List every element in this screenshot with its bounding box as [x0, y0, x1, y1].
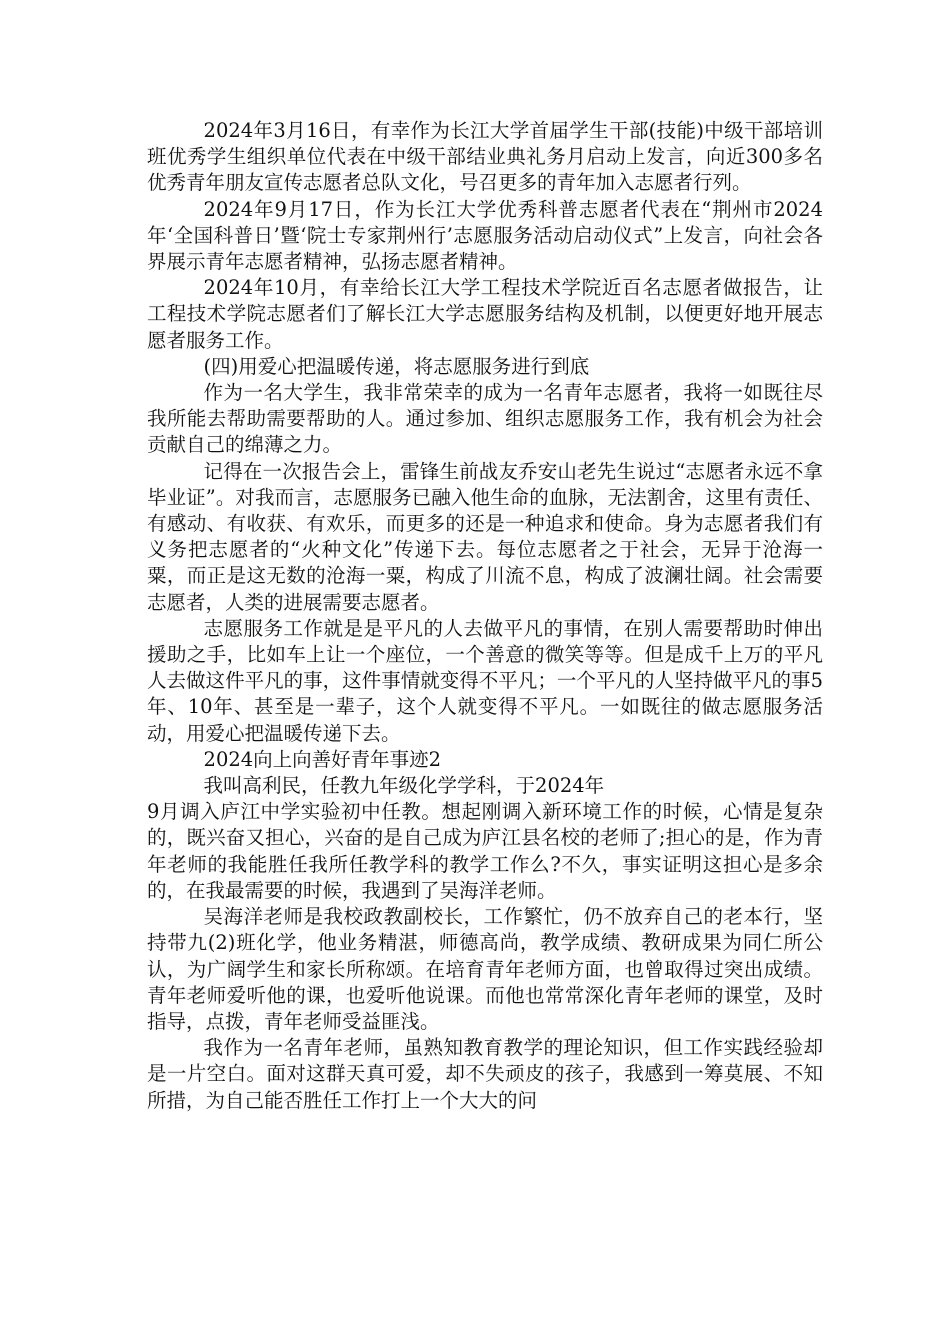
paragraph-report-october: 2024年10月，有幸给长江大学工程技术学院近百名志愿者做报告，让工程技术学院志愿者们了解长江大学志愿服务结构及机制，以便更好地开展志愿者服务工作。	[147, 276, 823, 352]
document-page	[147, 118, 823, 1114]
paragraph-mentor: 吴海洋老师是我校政教副校长，工作繁忙，仍不放弃自己的老本行，坚持带九(2)班化学，他业务精湛，师德高尚，教学成绩、教研成果为同仁所公认，为广阔学生和家长所称颂。在培育青年老师方面，也曾取得过突出成绩。青年老师爱听他的课，也爱听他说课。而他也常常深化青年老师的课堂，及时指导，点拨，青年老师受益匪浅。	[147, 905, 823, 1033]
paragraph-speech-march: 2024年3月16日，有幸作为长江大学首届学生干部(技能)中级干部培训班优秀学生组织单位代表在中级干部结业典礼务月启动上发言，向近300多名优秀青年朋友宣传志愿者总队文化，号召更多的青年加入志愿者行列。	[147, 119, 823, 195]
paragraph-ordinary-work: 志愿服务工作就是是平凡的人去做平凡的事情，在别人需要帮助时伸出援助之手，比如车上让一个座位，一个善意的微笑等等。但是成千上万的平凡人去做这件平凡的事，这件事情就变得不平凡；一个平凡的人坚持做平凡的事5年、10年、甚至是一辈子，这个人就变得不平凡。一如既往的做志愿服务活动，用爱心把温暖传递下去。	[147, 616, 823, 745]
section-heading-story-2: 2024向上向善好青年事迹2	[203, 747, 442, 771]
paragraph-young-teacher: 我作为一名青年老师，虽熟知教育教学的理论知识，但工作实践经验却是一片空白。面对这群天真可爱，却不失顽皮的孩子，我感到一筹莫展、不知所措，为自己能否胜任工作打上一个大大的问	[147, 1036, 823, 1112]
paragraph-speech-september: 2024年9月17日，作为长江大学优秀科普志愿者代表在“荆州市2024年‘全国科普日’暨‘院士专家荆州行’志愿服务活动启动仪式”上发言，向社会各界展示青年志愿者精神，弘扬志愿者精神。	[147, 197, 823, 274]
paragraph-honored-volunteer: 作为一名大学生，我非常荣幸的成为一名青年志愿者，我将一如既往尽我所能去帮助需要帮助的人。通过参加、组织志愿服务工作，我有机会为社会贡献自己的绵薄之力。	[147, 381, 823, 457]
paragraph-self-intro: 我叫高利民，任教九年级化学学科，于2024年	[203, 774, 605, 798]
paragraph-report-memory: 记得在一次报告会上，雷锋生前战友乔安山老先生说过“志愿者永远不拿毕业证”。对我而言，志愿服务已融入他生命的血脉，无法割舍，这里有责任、有感动、有收获、有欢乐，而更多的还是一种追求和使命。身为志愿者我们有义务把志愿者的“火种文化”传递下去。每位志愿者之于社会，无异于沧海一粟，而正是这无数的沧海一粟，构成了川流不息，构成了波澜壮阔。社会需要志愿者，人类的进展需要志愿者。	[147, 459, 823, 614]
section-heading-four: (四)用爱心把温暖传递，将志愿服务进行到底	[203, 354, 590, 378]
paragraph-transfer: 9月调入庐江中学实验初中任教。想起刚调入新环境工作的时候，心情是复杂的，既兴奋又担心，兴奋的是自己成为庐江县名校的老师了;担心的是，作为青年老师的我能胜任我所任教学科的教学工作么?不久，事实证明这担心是多余的，在我最需要的时候，我遇到了吴海洋老师。	[147, 800, 823, 902]
